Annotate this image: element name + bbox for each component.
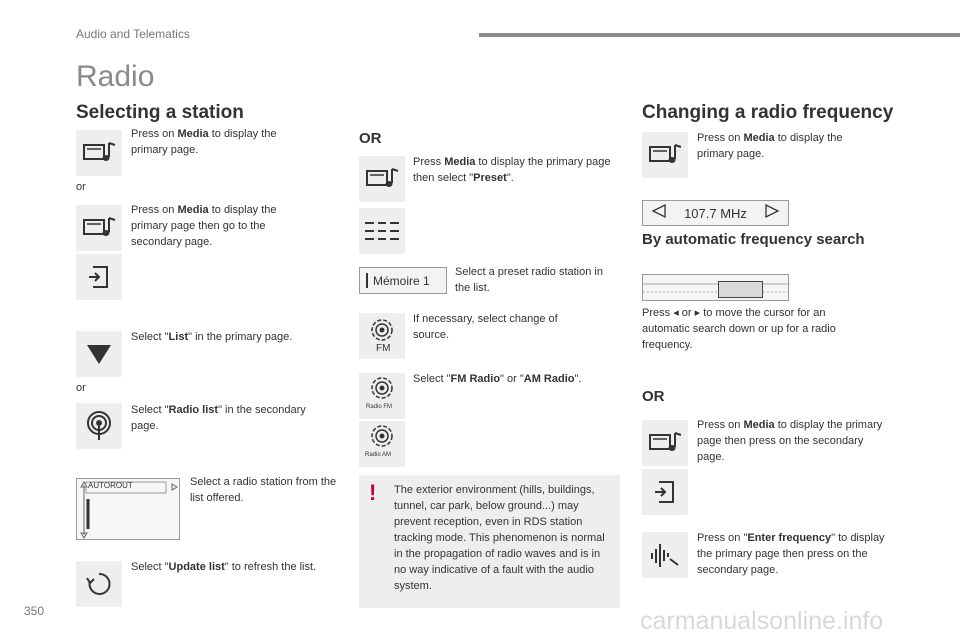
right-or-heading: OR — [642, 388, 665, 405]
middle-step1-text: Press Media to display the primary page then select "Preset". — [413, 156, 611, 184]
frequency-value: 107.7 MHz — [684, 205, 747, 221]
media-icon — [359, 156, 405, 202]
radio-fm-icon — [359, 373, 405, 419]
left-step3-text: Select "List" in the primary page. — [131, 331, 293, 343]
right-step3-text: Press on Media to display the primary page then press on the secondary page. — [697, 419, 883, 463]
middle-or-heading: OR — [359, 130, 382, 147]
selecting-station-heading: Selecting a station — [76, 102, 244, 123]
preset-icon — [359, 208, 405, 254]
preset-memory-button[interactable] — [359, 267, 447, 294]
preset-memory-label: Mémoire 1 — [373, 273, 430, 288]
middle-step4-text: Select "FM Radio" or "AM Radio". — [413, 373, 582, 385]
warning-text: The exterior environment (hills, buildings, tunnel, car park, below ground...) may prevent reception, even in RDS station tracking mode. This phenomenon is normal in the propagation of radio waves and is in no way indicative of a fault with the audio system. — [394, 484, 605, 592]
radio-fm-label: Radio FM — [366, 404, 393, 410]
radio-am-icon — [359, 421, 405, 467]
left-step5-text: Select a radio station from the list offered. — [190, 476, 337, 504]
header-section-title: Audio and Telematics — [76, 27, 190, 41]
right-arrow-icon[interactable] — [764, 203, 780, 224]
warning-icon: ! — [369, 480, 377, 505]
radio-am-label: Radio AM — [365, 452, 392, 458]
media-icon — [642, 132, 688, 178]
left-step4-text: Select "Radio list" in the secondary page. — [131, 404, 306, 432]
page-number: 350 — [24, 604, 45, 618]
media-icon — [76, 205, 122, 251]
station-list-label: AUTOROUT — [88, 481, 133, 490]
left-arrow-icon[interactable] — [651, 203, 667, 224]
waveform-icon — [642, 532, 688, 578]
right-step1-text: Press on Media to display the primary page. — [697, 132, 843, 160]
secondary-page-icon — [76, 254, 122, 300]
page-title: Radio — [76, 60, 155, 93]
update-list-icon — [76, 561, 122, 607]
header-bar — [479, 33, 960, 37]
fm-icon-label: FM — [376, 343, 391, 354]
frequency-bar — [642, 200, 789, 226]
frequency-cursor[interactable] — [718, 281, 763, 298]
left-or-1: or — [76, 181, 86, 193]
middle-step3-text: If necessary, select change of source. — [413, 313, 558, 341]
left-step1-text: Press on Media to display the primary page. — [131, 128, 277, 156]
watermark: carmanualsonline.info — [640, 607, 884, 635]
right-step4-text: Press on "Enter frequency" to display the primary page then press on the secondary page. — [697, 532, 885, 576]
changing-frequency-heading: Changing a radio frequency — [642, 102, 894, 123]
preset-separator — [366, 273, 368, 288]
left-step6-text: Select "Update list" to refresh the list. — [131, 561, 317, 573]
list-triangle-icon — [76, 331, 122, 377]
auto-search-heading: By automatic frequency search — [642, 231, 865, 248]
frequency-scan-bar — [642, 274, 789, 301]
right-step2-text: Press ◂ or ▸ to move the cursor for an automatic search down or up for a radio frequency. — [642, 307, 836, 351]
left-arrow-icon: ◂ — [673, 307, 679, 319]
media-icon — [76, 130, 122, 176]
right-arrow-icon: ▸ — [694, 307, 701, 319]
secondary-page-icon — [642, 469, 688, 515]
media-icon — [642, 420, 688, 466]
left-step2-text: Press on Media to display the primary page then go to the secondary page. — [131, 204, 277, 248]
middle-step2-text: Select a preset radio station in the list. — [455, 266, 603, 294]
left-or-2: or — [76, 382, 86, 394]
radio-list-icon — [76, 403, 122, 449]
